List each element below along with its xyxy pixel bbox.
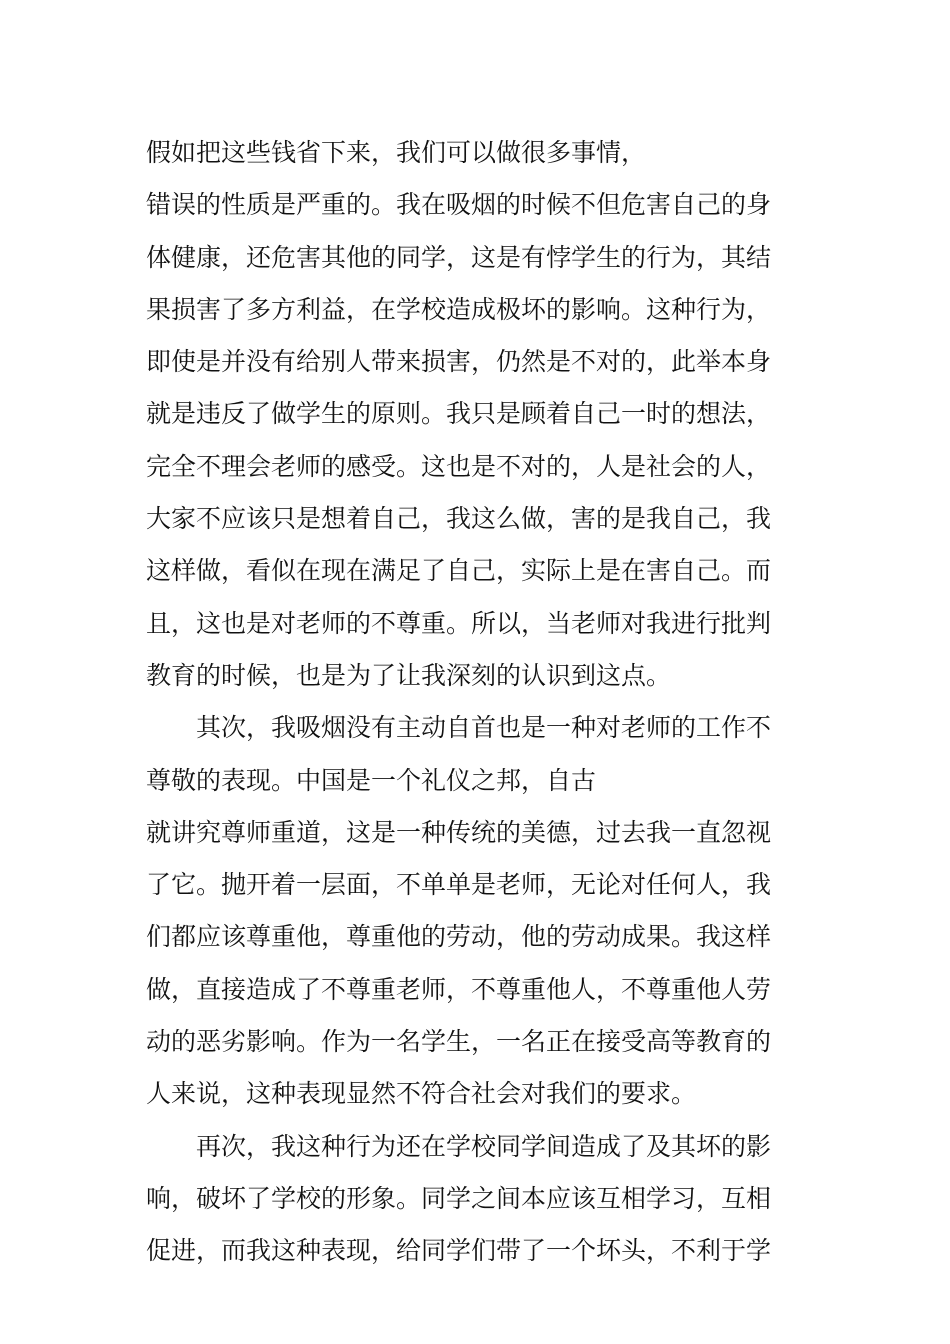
text-line: 其次，我吸烟没有主动自首也是一种对老师的工作不: [146, 713, 772, 743]
text-line: 做，直接造成了不尊重老师，不尊重他人，不尊重他人劳: [146, 974, 772, 1004]
text-line: 就讲究尊师重道，这是一种传统的美德，过去我一直忽视: [146, 817, 772, 847]
text-line: 教育的时候，也是为了让我深刻的认识到这点。: [146, 660, 672, 690]
text-line: 假如把这些钱省下来，我们可以做很多事情，: [146, 138, 647, 167]
text-line: 即使是并没有给别人带来损害，仍然是不对的，此举本身: [146, 347, 772, 377]
text-line: 且，这也是对老师的不尊重。所以，当老师对我进行批判: [146, 608, 772, 638]
text-line: 大家不应该只是想着自己，我这么做，害的是我自己，我: [146, 504, 772, 534]
text-line: 尊敬的表现。中国是一个礼仪之邦，自古: [146, 765, 597, 795]
text-line: 人来说，这种表现显然不符合社会对我们的要求。: [146, 1079, 697, 1109]
text-line: 响，破坏了学校的形象。同学之间本应该互相学习，互相: [146, 1183, 772, 1213]
text-line: 就是违反了做学生的原则。我只是顾着自己一时的想法，: [146, 399, 772, 429]
text-line: 促进，而我这种表现，给同学们带了一个坏头，不利于学: [146, 1236, 772, 1266]
text-line: 体健康，还危害其他的同学，这是有悖学生的行为，其结: [146, 242, 772, 272]
text-line: 们都应该尊重他，尊重他的劳动，他的劳动成果。我这样: [146, 922, 772, 952]
body-text: [146, 127, 816, 1278]
text-line: 这样做，看似在现在满足了自己，实际上是在害自己。而: [146, 556, 772, 586]
text-line: 果损害了多方利益，在学校造成极坏的影响。这种行为，: [146, 294, 772, 324]
text-line: 再次，我这种行为还在学校同学间造成了及其坏的影: [146, 1131, 772, 1161]
text-line: 完全不理会老师的感受。这也是不对的，人是社会的人，: [146, 451, 772, 481]
text-line: 错误的性质是严重的。我在吸烟的时候不但危害自己的身: [146, 190, 772, 220]
text-line: 了它。抛开着一层面，不单单是老师，无论对任何人，我: [146, 870, 772, 900]
text-line: 动的恶劣影响。作为一名学生，一名正在接受高等教育的: [146, 1027, 772, 1057]
